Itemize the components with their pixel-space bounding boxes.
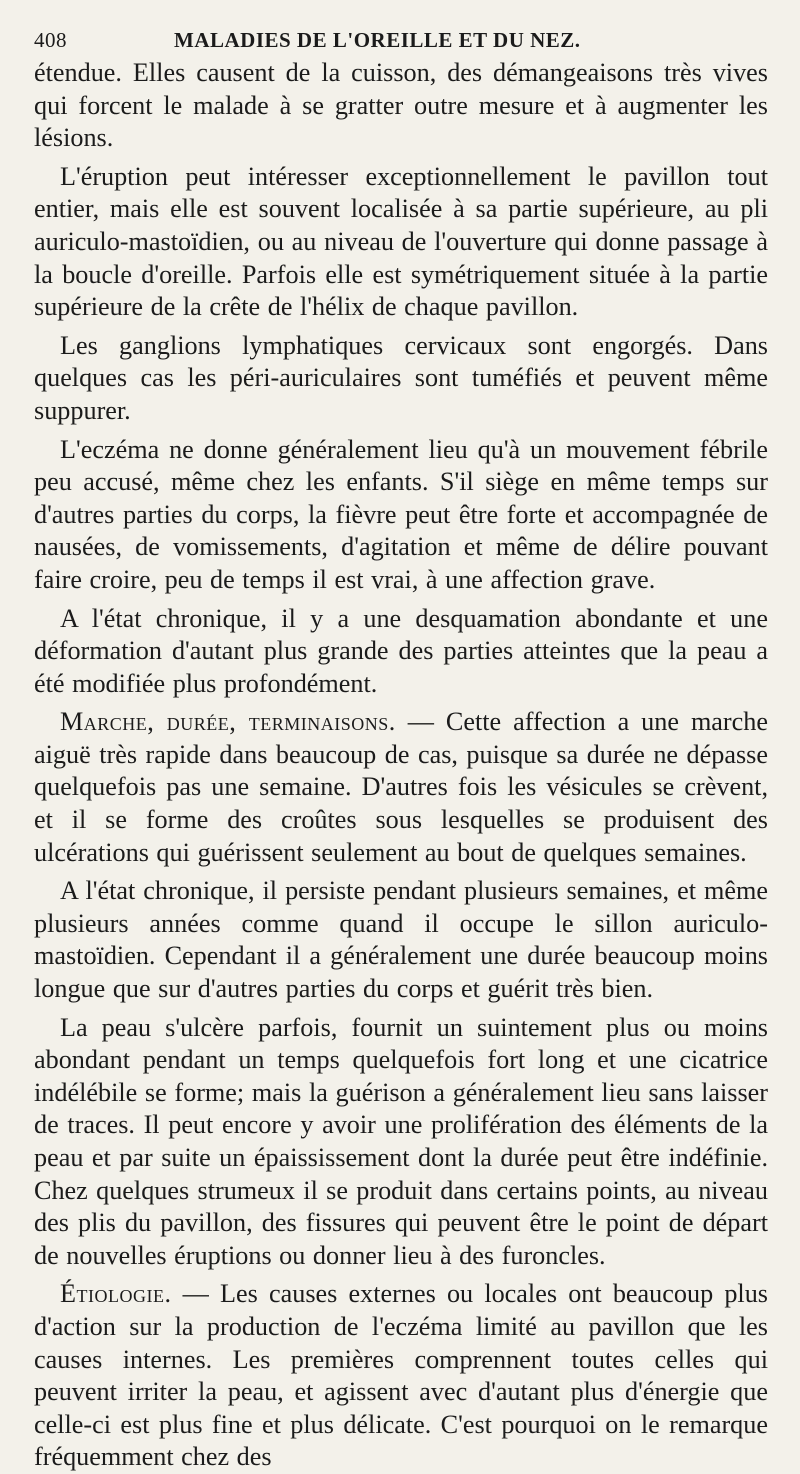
paragraph-3: Les ganglions lymphatiques cervicaux sont engorgés. Dans quelques cas les péri-auriculaires sont tuméfiés et peuvent même suppurer. bbox=[34, 330, 768, 425]
paragraph-1: étendue. Elles causent de la cuisson, des démangeaisons très vives qui forcent le malade à se gratter outre mesure et à augmenter les lésions. bbox=[34, 58, 768, 153]
running-header bbox=[34, 28, 768, 53]
paragraph-5: A l'état chronique, il y a une desquamation abondante et une déformation d'autant plus grande des parties atteintes que la peau a été modifiée plus profondément. bbox=[34, 603, 768, 698]
section-heading-marche: Marche, durée, terminaisons. bbox=[60, 707, 396, 737]
paragraph-8: La peau s'ulcère parfois, fournit un suintement plus ou moins abondant pendant un temps quelquefois fort long et une cicatrice indélébile se forme; mais la guérison a généralement lieu sans laisser de traces. Il peut encore y avoir une prolifération des éléments de la peau et par suite un épaississement dont la durée peut être indéfinie. Chez quelques strumeux il se produit dans certains points, au niveau des plis du pavillon, des fissures qui peuvent être le point de départ de nouvelles éruptions ou donner lieu à des furoncles. bbox=[34, 1012, 768, 1270]
running-title: MALADIES DE L'OREILLE ET DU NEZ. bbox=[174, 28, 581, 52]
page-number: 408 bbox=[34, 28, 67, 52]
section-heading-etiologie: Étiologie. bbox=[60, 1279, 172, 1309]
paragraph-9 bbox=[34, 1278, 768, 1474]
paragraph-9-body: — Les causes externes ou locales ont beaucoup plus d'action sur la production de l'eczéma limité au pavillon que les causes internes. Les premières comprennent toutes celles qui peuvent irriter la peau, et agissent avec d'autant plus d'énergie que celle-ci est plus fine et plus délicate. C'est pourquoi on le remarque fréquemment chez des bbox=[34, 1279, 768, 1472]
paragraph-2: L'éruption peut intéresser exceptionnellement le pavillon tout entier, mais elle est souvent localisée à sa partie supérieure, au pli auriculo-mastoïdien, ou au niveau de l'ouverture qui donne passage à la boucle d'oreille. Parfois elle est symétriquement située à la partie supérieure de la crête de l'hélix de chaque pavillon. bbox=[34, 161, 768, 322]
paragraph-7: A l'état chronique, il persiste pendant plusieurs semaines, et même plusieurs années comme quand il occupe le sillon auriculo-mastoïdien. Cependant il a généralement une durée beaucoup moins longue que sur d'autres parties du corps et guérit très bien. bbox=[34, 876, 768, 1004]
paragraph-4: L'eczéma ne donne généralement lieu qu'à un mouvement fébrile peu accusé, même chez les enfants. S'il siège en même temps sur d'autres parties du corps, la fièvre peut être forte et accompagnée de nausées, de vomissements, d'agitation et même de délire pouvant faire croire, peu de temps il est vrai, à une affection grave. bbox=[34, 434, 768, 594]
paragraph-6-body: — Cette affection a une marche aiguë très rapide dans beaucoup de cas, puisque sa durée ne dépasse quelquefois pas une semaine. D'autres fois les vésicules se crèvent, et il se forme des croûtes sous lesquelles se produisent des ulcérations qui guérissent seulement au bout de quelques semaines. bbox=[34, 707, 768, 867]
paragraph-6 bbox=[34, 706, 768, 869]
